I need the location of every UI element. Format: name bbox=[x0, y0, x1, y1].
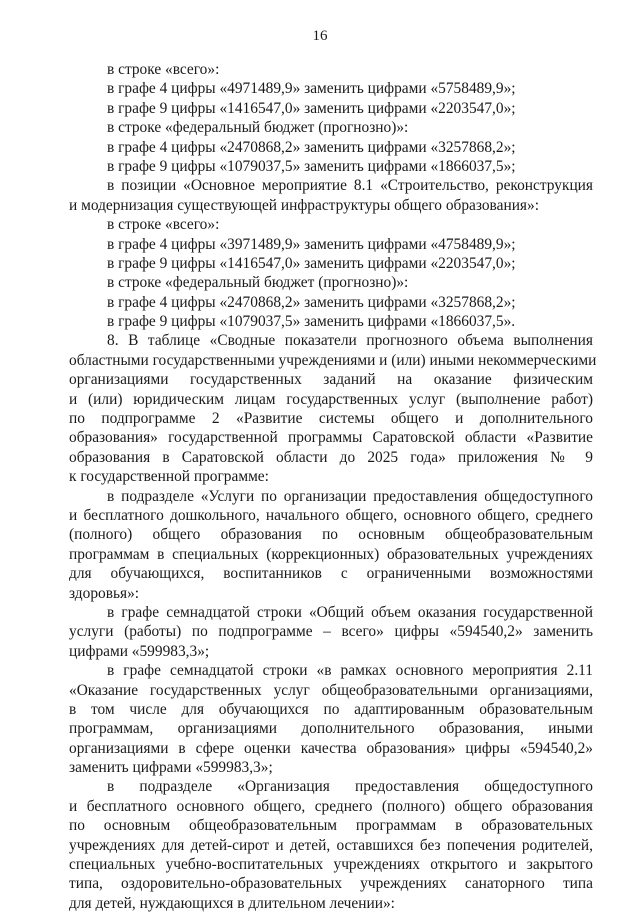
text-line: в графе 9 цифры «1416547,0» заменить цифрами «2203547,0»; bbox=[107, 99, 516, 117]
text-line: типа, оздоровительно-образовательных учреждениях санаторного типа bbox=[69, 875, 593, 893]
text-line: в строке «федеральный бюджет (прогнозно)»: bbox=[107, 274, 409, 292]
text-line: в подразделе «Организация предоставления общедоступного bbox=[107, 778, 593, 796]
text-line: программам в специальных (коррекционных) образовательных учреждениях bbox=[69, 545, 593, 563]
text-line: программам, организациями дополнительного образования, иными bbox=[69, 720, 593, 738]
text-line: учреждениях для детей-сирот и детей, оставшихся без попечения родителей, bbox=[69, 836, 593, 854]
text-line: для детей, нуждающихся в длительном лечении»: bbox=[69, 894, 395, 912]
text-line: (полного) общего образования по основным общеобразовательным bbox=[69, 526, 593, 544]
text-line: в строке «федеральный бюджет (прогнозно)»: bbox=[107, 119, 409, 137]
text-line: и бесплатного основного общего, среднего (полного) общего образования bbox=[69, 797, 593, 815]
text-line: в графе 4 цифры «4971489,9» заменить цифрами «5758489,9»; bbox=[107, 80, 516, 98]
text-line: 8. В таблице «Сводные показатели прогнозного объема выполнения bbox=[107, 332, 593, 350]
text-line: в графе семнадцатой строки «в рамках основного мероприятия 2.11 bbox=[107, 662, 593, 680]
text-line: образования в Саратовской области до 2025 года» приложения № 9 bbox=[69, 448, 593, 466]
text-line: для обучающихся, воспитанников с ограниченными возможностями bbox=[69, 565, 593, 583]
text-line: и (или) юридическим лицам государственных услуг (выполнение работ) bbox=[69, 390, 593, 408]
page-number: 16 bbox=[312, 28, 328, 44]
text-line: в графе 9 цифры «1416547,0» заменить цифрами «2203547,0»; bbox=[107, 254, 516, 272]
text-line: услуги (работы) по подпрограмме – всего» цифры «594540,2» заменить bbox=[69, 623, 593, 641]
text-line: в строке «всего»: bbox=[107, 61, 220, 78]
text-line: в том числе для обучающихся по адаптированным образовательным bbox=[69, 700, 593, 718]
text-line: здоровья»: bbox=[69, 584, 140, 602]
document-body bbox=[69, 60, 597, 913]
text-line: в строке «всего»: bbox=[107, 216, 220, 234]
text-line: и модернизация существующей инфраструктуры общего образования»: bbox=[69, 196, 539, 214]
text-line: в графе семнадцатой строки «Общий объем оказания государственной bbox=[107, 603, 593, 621]
text-line: областными государственными учреждениями и (или) иными некоммерческими bbox=[69, 351, 597, 369]
text-line: специальных учебно-воспитательных учреждениях открытого и закрытого bbox=[69, 856, 593, 874]
text-line: заменить цифрами «599983,3»; bbox=[69, 759, 273, 777]
text-line: к государственной программе: bbox=[69, 468, 269, 486]
text-line: по подпрограмме 2 «Развитие системы общего и дополнительного bbox=[69, 410, 593, 428]
text-line: в позиции «Основное мероприятие 8.1 «Строительство, реконструкция bbox=[107, 177, 593, 195]
text-line: организациями государственных заданий на оказание физическим bbox=[69, 371, 593, 389]
text-line: в графе 4 цифры «3971489,9» заменить цифрами «4758489,9»; bbox=[107, 235, 516, 253]
text-line: в графе 4 цифры «2470868,2» заменить цифрами «3257868,2»; bbox=[107, 293, 516, 311]
text-line: цифрами «599983,3»; bbox=[69, 642, 210, 660]
text-line: образования» государственной программы Саратовской области «Развитие bbox=[69, 429, 593, 447]
text-line: и бесплатного дошкольного, начального общего, основного общего, среднего bbox=[69, 506, 593, 524]
text-line: в графе 9 цифры «1079037,5» заменить цифрами «1866037,5»; bbox=[107, 157, 516, 175]
text-line: организациями в сфере оценки качества образования» цифры «594540,2» bbox=[69, 739, 593, 757]
text-line: в подразделе «Услуги по организации предоставления общедоступного bbox=[107, 487, 593, 505]
text-line: «Оказание государственных услуг общеобразовательными организациями, bbox=[69, 681, 593, 699]
text-line: по основным общеобразовательным программам в образовательных bbox=[69, 817, 593, 835]
text-line: в графе 4 цифры «2470868,2» заменить цифрами «3257868,2»; bbox=[107, 138, 516, 156]
text-line: в графе 9 цифры «1079037,5» заменить цифрами «1866037,5». bbox=[107, 313, 516, 331]
